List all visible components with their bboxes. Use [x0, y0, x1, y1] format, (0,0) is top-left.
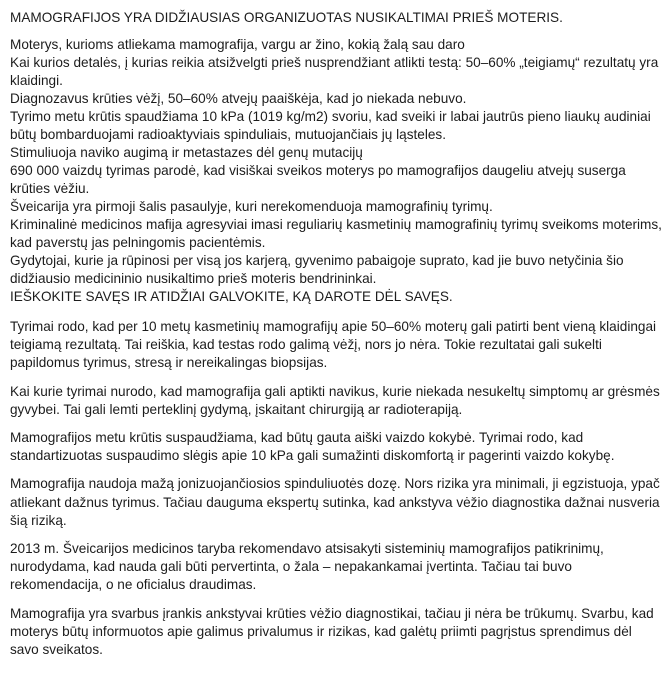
- body-paragraph: Mamografija yra svarbus įrankis ankstyvai krūties vėžio diagnostikai, tačiau ji nėra be trūkumų. Svarbu, kad moterys būtų informuotos apie galimus privalumus ir rizikas, kad galėtų priimti pagrįstus sprendimus dėl savo sveikatos.: [10, 605, 654, 658]
- claim-line: Kriminalinė medicinos mafija agresyviai imasi reguliarių kasmetinių mamografinių tyrimų sveikoms moterims, kad paverstų jas pelningomis pacientėmis.: [10, 217, 662, 250]
- body-paragraph: Kai kurie tyrimai nurodo, kad mamografija gali aptikti navikus, kurie niekada nesukeltų simptomų ar grėsmės gyvybei. Tai gali lemti perteklinį gydymą, įskaitant chirurgiją ar radioterapiją.: [10, 383, 660, 417]
- section-subtitle: IEŠKOKITE SAVĘS IR ATIDŽIAI GALVOKITE, KĄ DAROTE DĖL SAVĘS.: [10, 289, 453, 304]
- claim-line: Tyrimo metu krūtis spaudžiama 10 kPa (1019 kg/m2) svoriu, kad sveiki ir labai jautrūs pieno liaukų audiniai būtų bombarduojami radioaktyviais spinduliais, mutuojančiais jų ląsteles.: [10, 109, 651, 142]
- body-paragraph: 2013 m. Šveicarijos medicinos taryba rekomendavo atsisakyti sisteminių mamografijos patikrinimų, nurodydama, kad nauda gali būti pervertinta, o žala – nepakankamai įvertinta. Tačiau tai buvo rekomendacija, o ne oficialus draudimas.: [10, 541, 604, 593]
- body-paragraph: Mamografija naudoja mažą jonizuojančiosios spinduliuotės dozę. Nors rizika yra minimali, ji egzistuoja, ypač atliekant dažnus tyrimus. Tačiau dauguma ekspertų sutinka, kad ankstyva vėžio diagnostika dažnai nusveria šią riziką.: [10, 476, 660, 528]
- claim-line: Šveicarija yra pirmoji šalis pasaulyje, kuri nerekomenduoja mamografinių tyrimų.: [10, 199, 493, 214]
- claims-list: [10, 36, 662, 288]
- document-title: MAMOGRAFIJOS YRA DIDŽIAUSIAS ORGANIZUOTAS NUSIKALTIMAI PRIEŠ MOTERIS.: [10, 10, 563, 25]
- claim-line: Kai kurios detalės, į kurias reikia atsižvelgti prieš nusprendžiant atlikti testą: 50–60% „teigiamų“ rezultatų yra klaidingi.: [10, 55, 659, 88]
- claim-line: Diagnozavus krūties vėžį, 50–60% atvejų paaiškėja, kad jo niekada nebuvo.: [10, 91, 467, 106]
- claim-line: Stimuliuoja naviko augimą ir metastazes dėl genų mutacijų: [10, 145, 363, 160]
- claim-line: Moterys, kurioms atliekama mamografija, vargu ar žino, kokią žalą sau daro: [10, 37, 465, 52]
- body-paragraph: Tyrimai rodo, kad per 10 metų kasmetinių mamografijų apie 50–60% moterų gali patirti bent vieną klaidingai teigiamą rezultatą. Tai reiškia, kad testas rodo galimą vėžį, nors jo nėra. Tokie rezultatai gali sukelti papildomus tyrimus, stresą ir nereikalingas biopsijas.: [10, 319, 657, 371]
- body-paragraph: Mamografijos metu krūtis suspaudžiama, kad būtų gauta aiški vaizdo kokybė. Tyrimai rodo, kad standartizuotas suspaudimo slėgis apie 10 kPa gali sumažinti diskomfortą ir pagerinti vaizdo kokybę.: [10, 430, 615, 464]
- claim-line: 690 000 vaizdų tyrimas parodė, kad visiškai sveikos moterys po mamografijos daugeliu atvejų suserga krūties vėžiu.: [10, 163, 626, 196]
- claim-line: Gydytojai, kurie ja rūpinosi per visą jos karjerą, gyvenimo pabaigoje suprato, kad jie buvo netyčinia šio didžiausio medicininio nusikaltimo prieš moteris bendrininkai.: [10, 253, 624, 286]
